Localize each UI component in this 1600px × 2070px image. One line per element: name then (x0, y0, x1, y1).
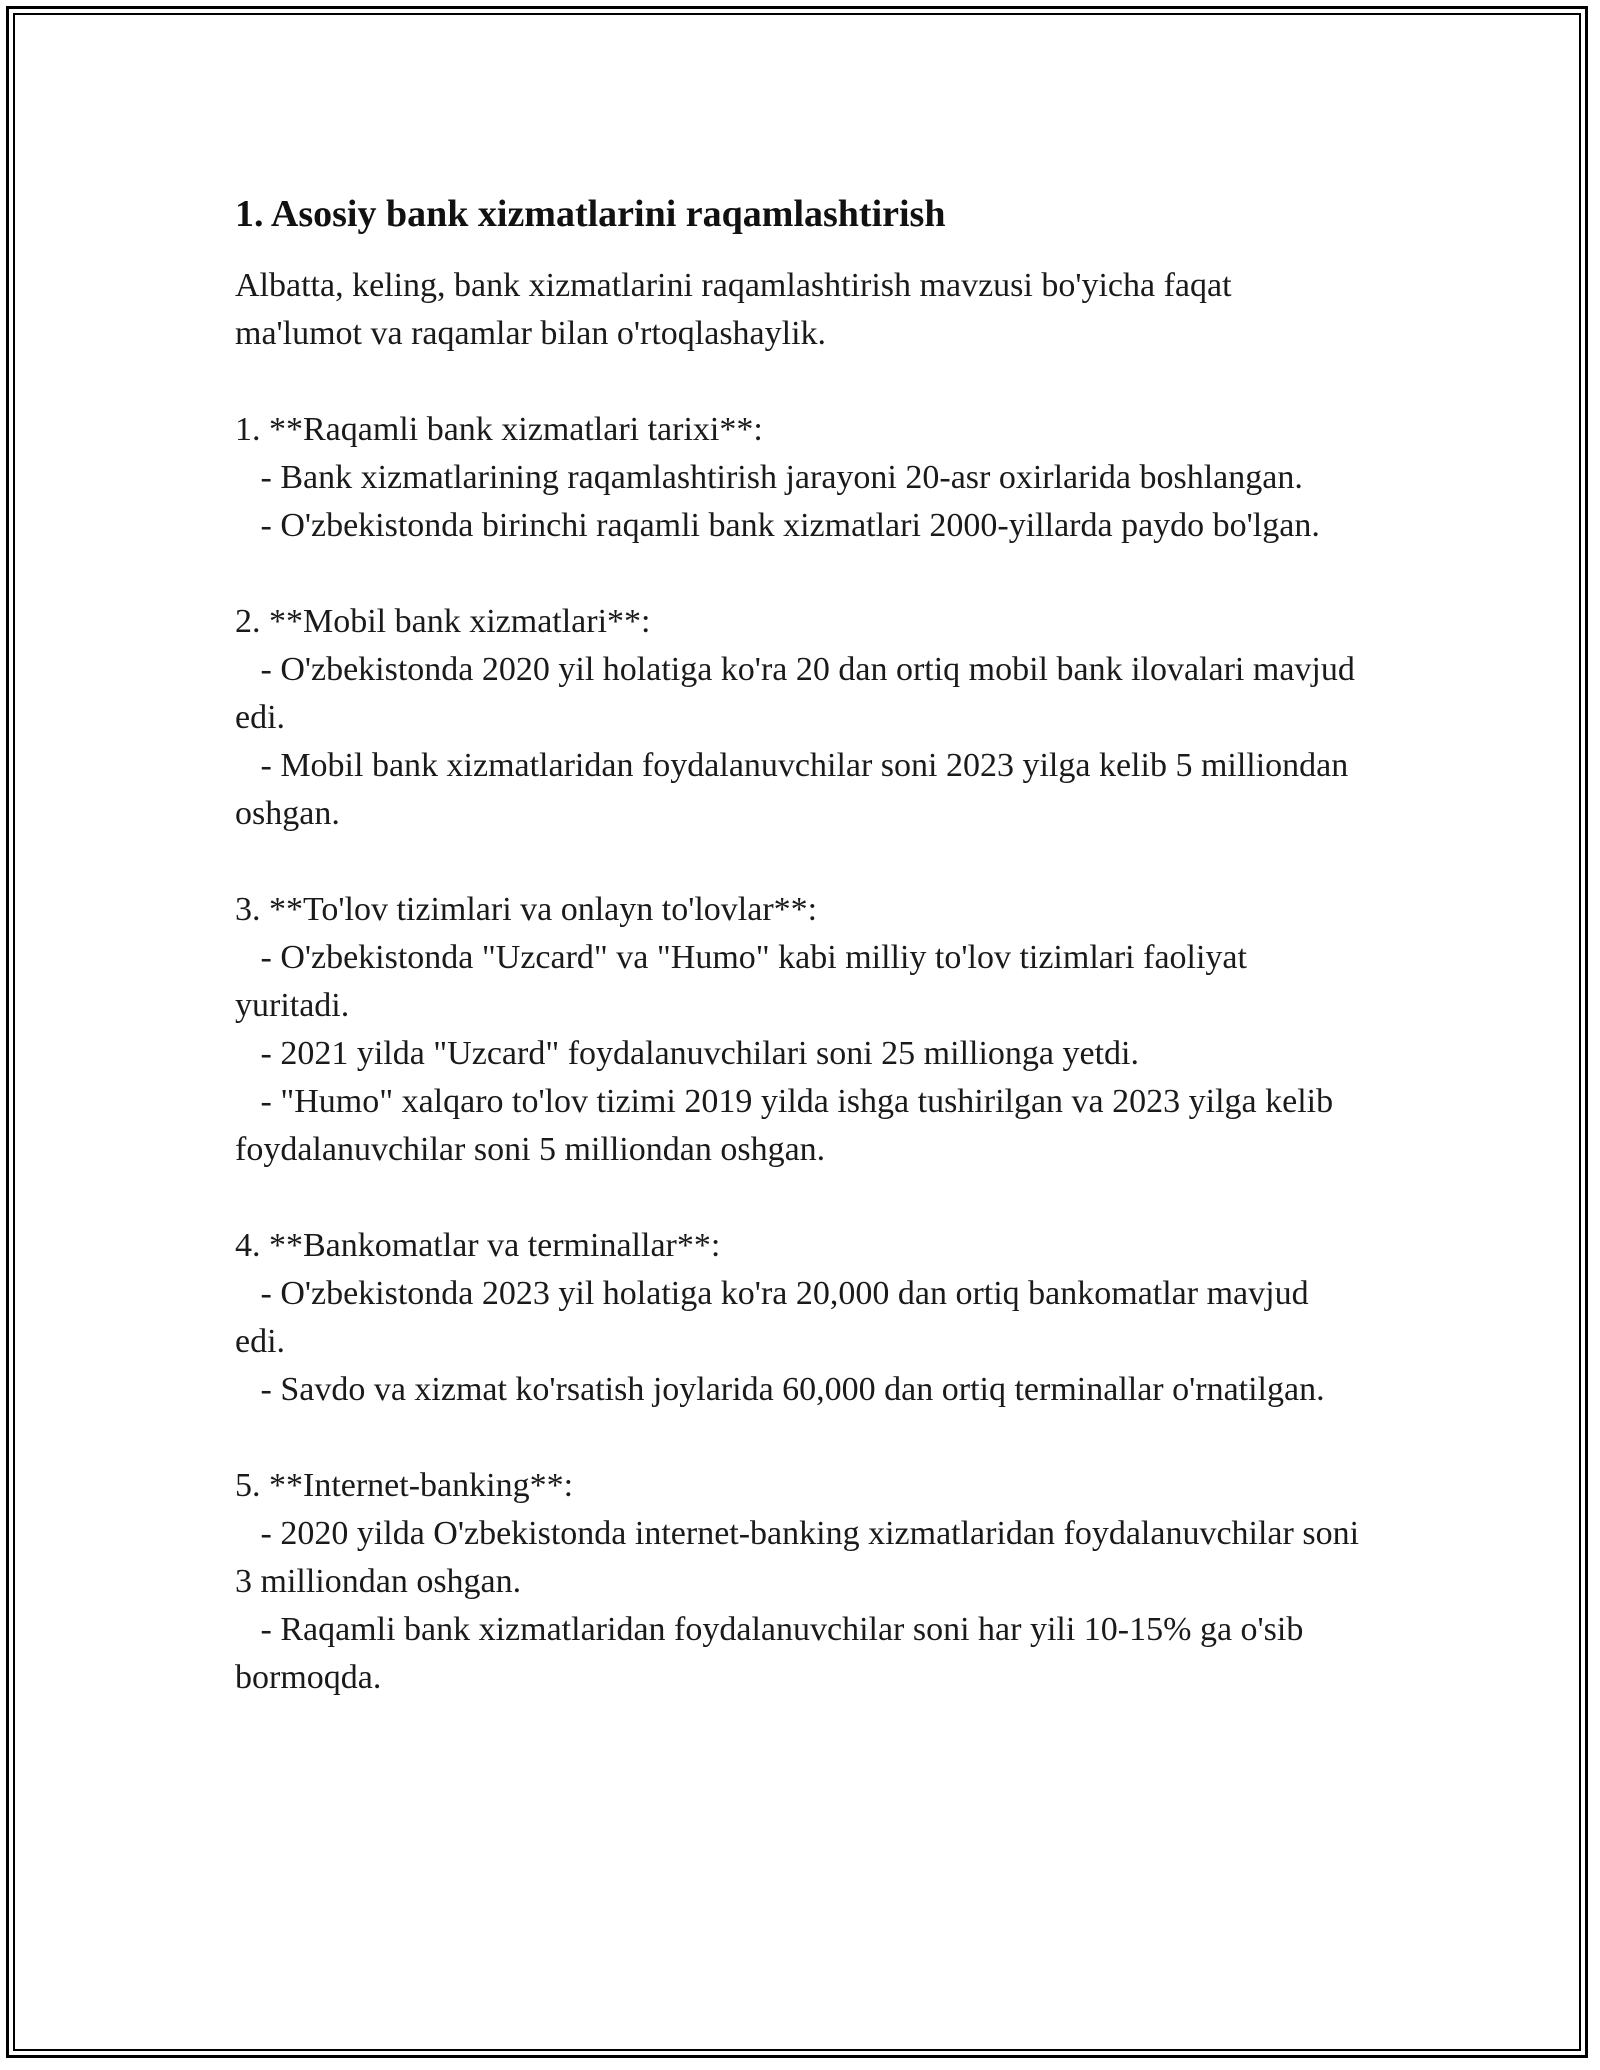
bullet-item: - O'zbekistonda "Uzcard" va "Humo" kabi milliy to'lov tizimlari faoliyat yuritadi. (235, 939, 1256, 1024)
intro-paragraph: Albatta, keling, bank xizmatlarini raqamlashtirish mavzusi bo'yicha faqat ma'lumot va raqamlar bilan o'rtoqlashaylik. (235, 267, 1232, 352)
bullet-item: - O'zbekistonda 2023 yil holatiga ko'ra 20,000 dan ortiq bankomatlar mavjud edi. (235, 1275, 1318, 1360)
bullet-item: - 2021 yilda "Uzcard" foydalanuvchilari soni 25 millionga yetdi. (235, 1035, 1139, 1072)
bullet-item: - O'zbekistonda 2020 yil holatiga ko'ra 20 dan ortiq mobil bank ilovalari mavjud edi. (235, 651, 1364, 736)
bullet-item: - Savdo va xizmat ko'rsatish joylarida 60,000 dan ortiq terminallar o'rnatilgan. (235, 1371, 1325, 1408)
section-heading: 2. **Mobil bank xizmatlari**: (235, 603, 651, 640)
section-heading: 4. **Bankomatlar va terminallar**: (235, 1227, 721, 1264)
document-title: 1. Asosiy bank xizmatlarini raqamlashtirish (235, 193, 946, 235)
section-heading: 1. **Raqamli bank xizmatlari tarixi**: (235, 411, 763, 448)
bullet-item: - Raqamli bank xizmatlaridan foydalanuvchilar soni har yili 10-15% ga o'sib bormoqda. (235, 1611, 1312, 1696)
bullet-item: - Bank xizmatlarining raqamlashtirish jarayoni 20-asr oxirlarida boshlangan. (235, 459, 1303, 496)
section-mobile-banking (235, 598, 1365, 838)
section-heading: 5. **Internet-banking**: (235, 1467, 574, 1504)
bullet-item: - "Humo" xalqaro to'lov tizimi 2019 yilda ishga tushirilgan va 2023 yilga kelib foydalanuvchilar soni 5 milliondan oshgan. (235, 1083, 1342, 1168)
bullet-item: - Mobil bank xizmatlaridan foydalanuvchilar soni 2023 yilga kelib 5 milliondan oshgan. (235, 747, 1357, 832)
section-payment-systems (235, 886, 1365, 1174)
section-heading: 3. **To'lov tizimlari va onlayn to'lovlar**: (235, 891, 818, 928)
bullet-item: - O'zbekistonda birinchi raqamli bank xizmatlari 2000-yillarda paydo bo'lgan. (235, 507, 1320, 544)
section-atms-terminals (235, 1222, 1365, 1414)
document-body (235, 188, 1368, 1750)
section-internet-banking (235, 1462, 1368, 1702)
bullet-item: - 2020 yilda O'zbekistonda internet-banking xizmatlaridan foydalanuvchilar soni 3 milliondan oshgan. (235, 1515, 1368, 1600)
section-digital-history (235, 406, 1365, 550)
